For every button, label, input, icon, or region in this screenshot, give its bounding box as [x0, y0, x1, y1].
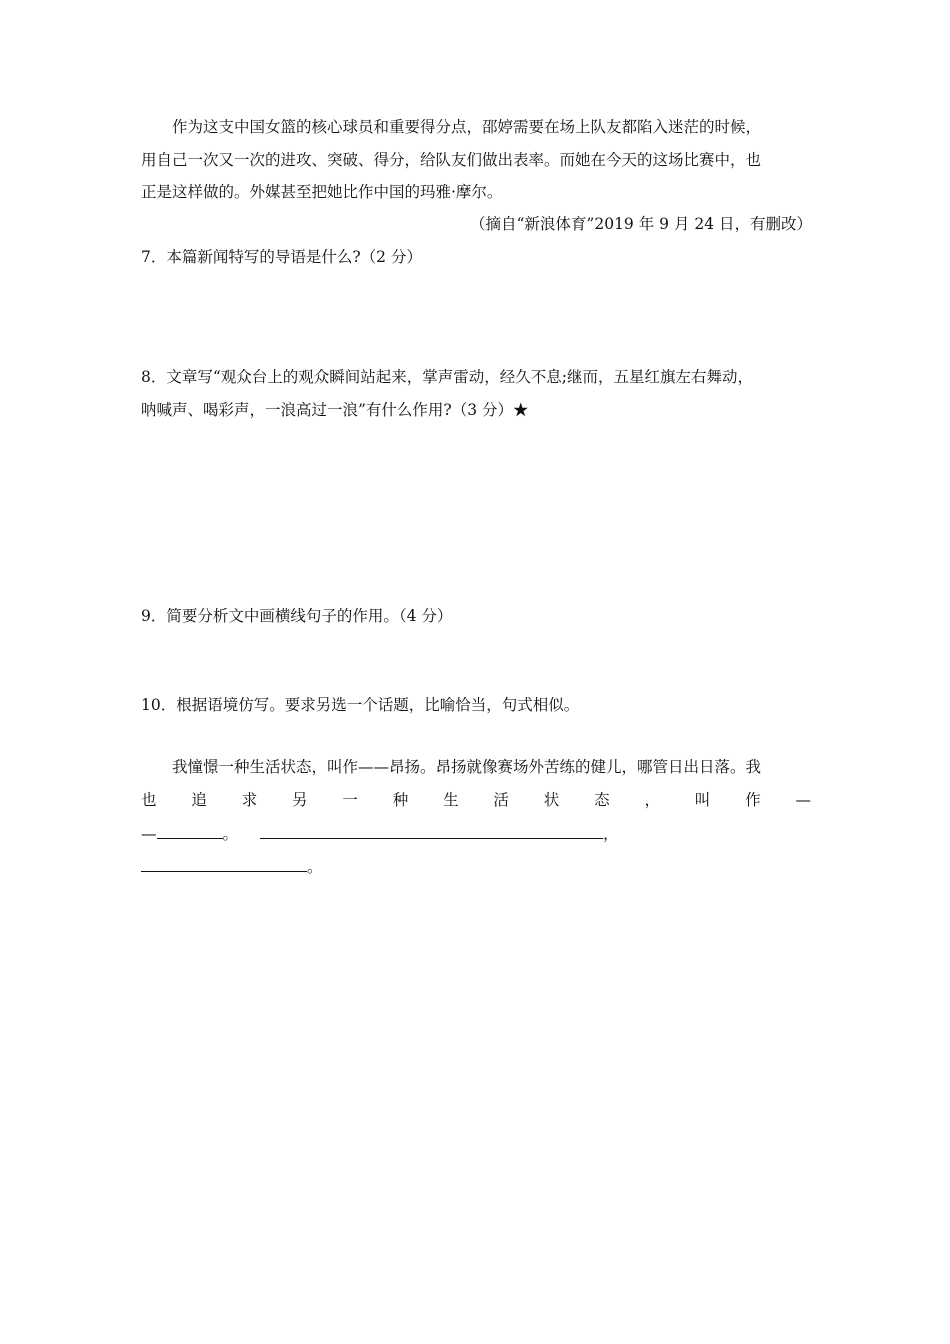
- example-char: 求: [241, 791, 258, 809]
- dash-continuation: —: [141, 825, 157, 843]
- example-char: 一: [342, 791, 358, 809]
- passage-line-3: 正是这样做的。外媒甚至把她比作中国的玛雅·摩尔。: [141, 183, 503, 201]
- answer-blank-topic[interactable]: [157, 822, 223, 839]
- example-line-3: [141, 822, 811, 844]
- passage-line-2: 用自己一次又一次的进攻、突破、得分，给队友们做出表率。而她在今天的这场比赛中，也: [141, 151, 762, 169]
- example-char: 态: [594, 791, 610, 809]
- example-line-4: [141, 855, 811, 877]
- answer-blank-metaphor[interactable]: [260, 822, 603, 839]
- question-7: 7．本篇新闻特写的导语是什么?（2 分）: [141, 248, 422, 266]
- period: 。: [307, 858, 323, 876]
- example-char: 追: [191, 791, 207, 809]
- passage-line-1: 作为这支中国女篮的核心球员和重要得分点，邵婷需要在场上队友都陷入迷茫的时候，: [172, 118, 762, 136]
- question-8-line-1: 8．文章写“观众台上的观众瞬间站起来，掌声雷动，经久不息;继而，五星红旗左右舞动，: [141, 368, 754, 386]
- example-char: 叫: [694, 791, 711, 809]
- comma: ，: [603, 825, 619, 843]
- passage-source: （摘自“新浪体育”2019 年 9 月 24 日，有删改）: [470, 215, 813, 233]
- question-9: 9．简要分析文中画横线句子的作用。（4 分）: [141, 607, 453, 625]
- example-char: ，: [644, 791, 660, 809]
- example-char: 活: [493, 791, 509, 809]
- example-line-1: 我憧憬一种生活状态，叫作——昂扬。昂扬就像赛场外苦练的健儿，哪管日出日落。我: [172, 758, 762, 776]
- example-char: 也: [141, 791, 157, 809]
- example-char: 作: [745, 791, 761, 809]
- question-10: 10．根据语境仿写。要求另选一个话题，比喻恰当，句式相似。: [141, 696, 580, 714]
- period: 。: [222, 825, 239, 843]
- example-char: 种: [392, 791, 409, 809]
- answer-blank-continuation[interactable]: [141, 855, 307, 872]
- example-char: 状: [543, 791, 560, 809]
- example-char: 另: [292, 791, 308, 809]
- example-char: —: [795, 791, 811, 809]
- question-8-line-2: 呐喊声、喝彩声，一浪高过一浪”有什么作用?（3 分）★: [141, 401, 529, 419]
- example-line-2: [141, 789, 811, 811]
- example-char: 生: [443, 791, 459, 809]
